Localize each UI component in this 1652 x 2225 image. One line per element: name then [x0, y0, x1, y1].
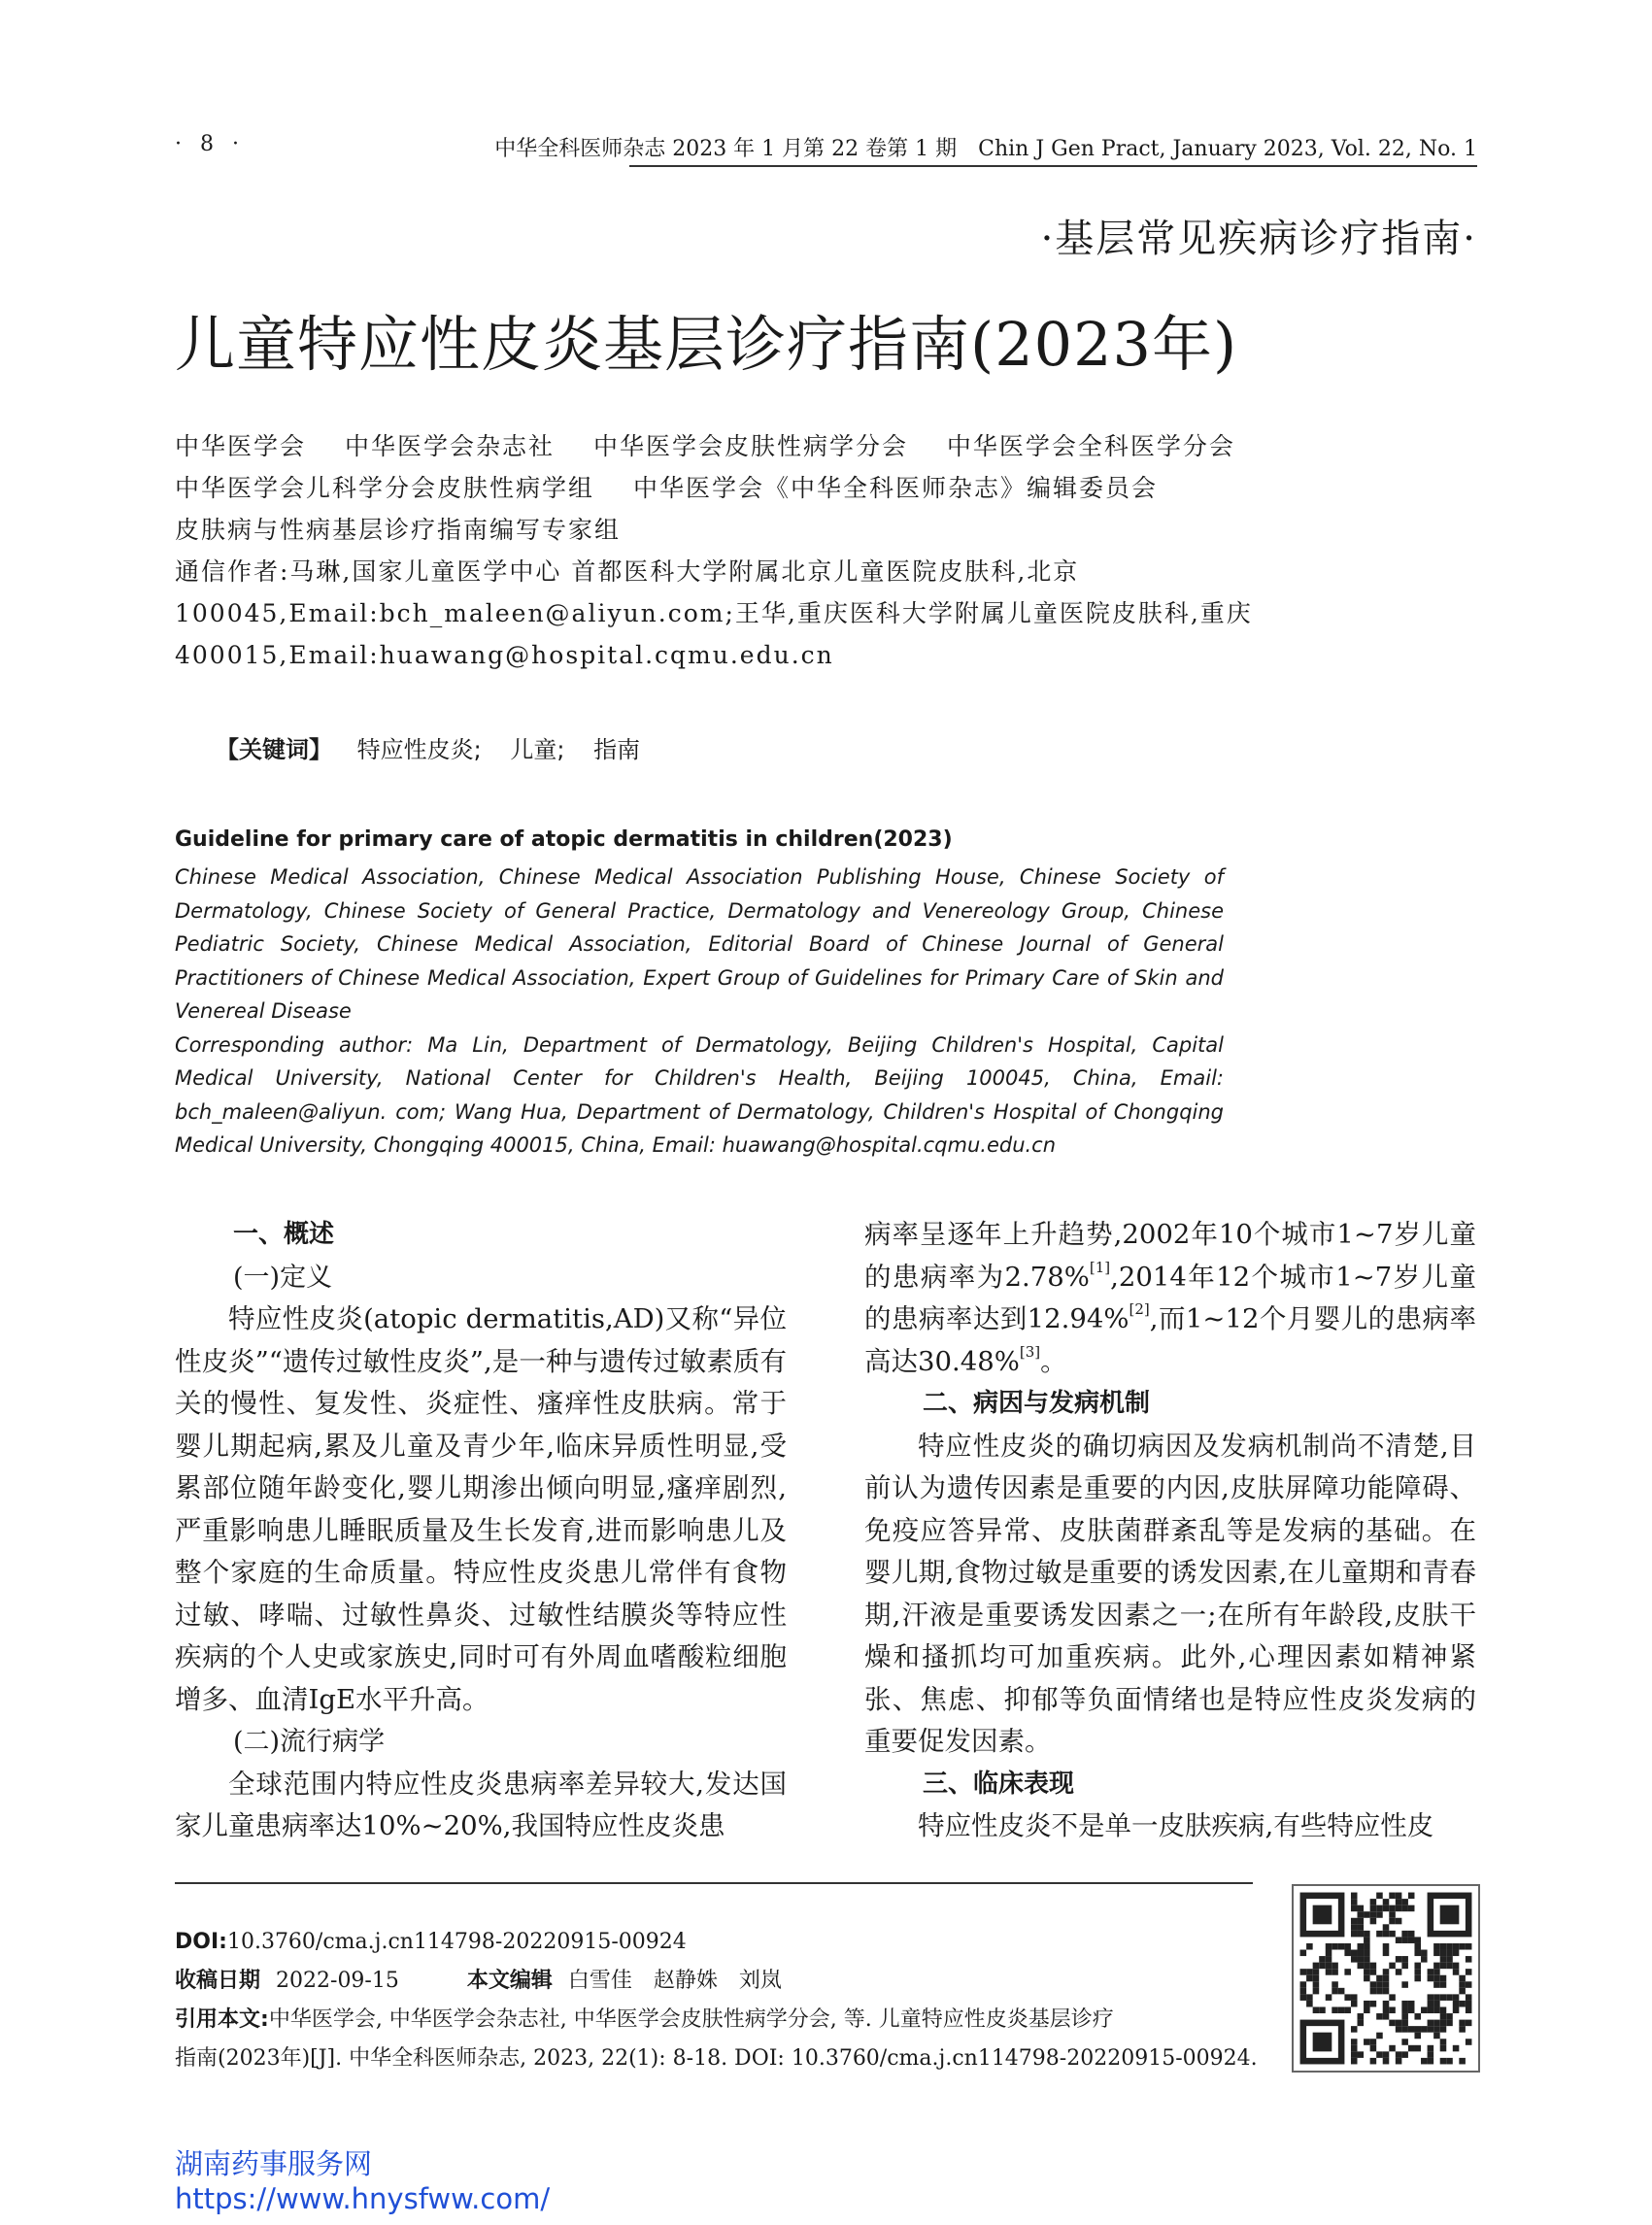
author-line-2	[175, 467, 1224, 509]
body-column-right	[864, 1214, 1476, 1848]
english-line: Medical University, National Center for Children's Health, Beijing 100045, China, Email:	[175, 1066, 1224, 1090]
received-line	[175, 1962, 1272, 2001]
paragraph-clinical: 特应性皮炎不是单一皮肤疾病,有些特应性皮	[918, 1810, 1434, 1841]
watermark	[175, 2146, 550, 2216]
article-footer	[175, 1923, 1272, 2078]
author-org: 中华医学会	[175, 432, 307, 460]
column-tag: ·基层常见疾病诊疗指南·	[1040, 217, 1477, 261]
author-line-1	[175, 425, 1235, 467]
section-heading-clinical: 三、临床表现	[923, 1769, 1075, 1799]
citation-label: 引用本文:	[175, 2007, 269, 2032]
english-line: Corresponding author: Ma Lin, Department of Dermatology, Beijing Children's Hospital, Capital	[175, 1032, 1224, 1057]
author-line-3: 皮肤病与性病基层诊疗指南编写专家组	[175, 516, 622, 544]
doi-value[interactable]: 10.3760/cma.j.cn114798-20220915-00924	[226, 1930, 687, 1954]
paragraph-definition: 特应性皮炎(atopic dermatitis,AD)又称“异位性皮炎”“遗传过敏性皮炎”,是一种与遗传过敏素质有关的慢性、复发性、炎症性、瘙痒性皮肤病。常于婴儿期起病,累及儿童及青少年,临床异质性明显,受累部位随年龄变化,婴儿期渗出倾向明显,瘙痒剧烈,严重影响患儿睡眠质量及生长发育,进而影响患儿及整个家庭的生命质量。特应性皮炎患儿常伴有食物过敏、哮喘、过敏性鼻炎、过敏性结膜炎等特应性疾病的个人史或家族史,同时可有外周血嗜酸粒细胞增多、血清IgE水平升高。	[175, 1303, 787, 1715]
subsection-heading-epidemiology: (二)流行病学	[233, 1727, 386, 1757]
keyword: 指南	[593, 736, 641, 763]
received-label: 收稿日期	[175, 1969, 261, 1993]
paragraph-epidemiology-continued	[864, 1214, 1476, 1383]
corresponding-line-3: 400015,Email:huawang@hospital.cqmu.edu.cn	[175, 641, 834, 669]
paragraph-etiology: 特应性皮炎的确切病因及发病机制尚不清楚,目前认为遗传因素是重要的内因,皮肤屏障功能障碍、免疫应答异常、皮肤菌群紊乱等是发病的基础。在婴儿期,食物过敏是重要的诱发因素,在儿童期和青春期,汗液是重要诱发因素之一;在所有年龄段,皮肤干燥和搔抓均可加重疾病。此外,心理因素如精神紧张、焦虑、抑郁等负面情绪也是特应性皮炎发病的重要促发因素。	[864, 1430, 1476, 1757]
author-org: 中华医学会儿科学分会皮肤性病学组	[175, 474, 595, 502]
reference-marker[interactable]: [2]	[1129, 1300, 1150, 1318]
english-line: Pediatric Society, Chinese Medical Association, Editorial Board of Chinese Journal of General	[175, 932, 1224, 956]
english-line: Practitioners of Chinese Medical Association, Expert Group of Guidelines for Primary Care of Skin and	[175, 965, 1224, 990]
editors: 白雪佳 赵静姝 刘岚	[567, 1969, 782, 1993]
english-line: Venereal Disease	[175, 999, 352, 1023]
section-heading-etiology: 二、病因与发病机制	[923, 1389, 1151, 1418]
header-divider	[629, 165, 1477, 167]
article-title: 儿童特应性皮炎基层诊疗指南(2023年)	[175, 309, 1238, 380]
doi-line	[175, 1923, 1272, 1962]
section-heading-overview: 一、概述	[233, 1220, 335, 1249]
citation-line-1	[175, 2001, 1272, 2040]
keywords	[216, 730, 661, 764]
author-org: 中华医学会全科医学分会	[946, 432, 1235, 460]
text-run: ,而1~12个月婴儿的患病率高达30.48%	[864, 1303, 1476, 1377]
english-title: Guideline for primary care of atopic dermatitis in children(2023)	[175, 827, 953, 852]
reference-marker[interactable]: [3]	[1019, 1342, 1041, 1361]
english-authors	[175, 860, 1224, 1163]
paragraph-epidemiology: 全球范围内特应性皮炎患病率差异较大,发达国家儿童患病率达10%~20%,我国特应性皮炎患	[175, 1768, 787, 1841]
subsection-heading-definition: (一)定义	[233, 1262, 333, 1293]
footer-divider	[175, 1882, 1253, 1884]
citation-line-2: 指南(2023年)[J]. 中华全科医师杂志, 2023, 22(1): 8-18. DOI: 10.3760/cma.j.cn114798-20220915-00924.	[175, 2046, 1258, 2071]
reference-marker[interactable]: [1]	[1089, 1258, 1111, 1276]
watermark-name: 湖南药事服务网	[175, 2147, 373, 2180]
author-org: 中华医学会《中华全科医师杂志》编辑委员会	[632, 474, 1158, 502]
qr-code-icon	[1292, 1884, 1480, 2073]
text-run: ,2014年12个城市1~7岁儿童的患病率达到12.94%	[864, 1261, 1476, 1334]
english-line: Chinese Medical Association, Chinese Medical Association Publishing House, Chinese Society of	[175, 865, 1224, 889]
text-run: 病率呈逐年上升趋势,2002年10个城市1~7岁儿童的患病率为2.78%	[864, 1219, 1476, 1293]
qr-code-graphic	[1294, 1886, 1478, 2071]
keywords-label: 【关键词】	[216, 736, 332, 763]
editor-label: 本文编辑	[466, 1969, 553, 1993]
text-run: 。	[1040, 1345, 1067, 1377]
corresponding-line-1: 通信作者:马琳,国家儿童医学中心 首都医科大学附属北京儿童医院皮肤科,北京	[175, 557, 1080, 586]
keyword: 特应性皮炎;	[356, 736, 482, 763]
citation-text: 中华医学会, 中华医学会杂志社, 中华医学会皮肤性病学分会, 等. 儿童特应性皮炎基层诊疗	[268, 2007, 1114, 2032]
watermark-url[interactable]: https://www.hnysfww.com/	[175, 2182, 551, 2215]
journal-info: 中华全科医师杂志 2023 年 1 月第 22 卷第 1 期 Chin J Gen Pract, January 2023, Vol. 22, No. 1	[494, 137, 1477, 161]
english-line: Dermatology, Chinese Society of General Practice, Dermatology and Venereology Group, Chinese	[175, 898, 1224, 923]
keyword: 儿童;	[510, 736, 565, 763]
author-block	[175, 425, 1253, 676]
corresponding-line-2: 100045,Email:bch_maleen@aliyun.com;王华,重庆医科大学附属儿童医院皮肤科,重庆	[175, 599, 1253, 627]
english-line: Medical University, Chongqing 400015, China, Email: huawang@hospital.cqmu.edu.cn	[175, 1133, 1057, 1157]
english-line: bch_maleen@aliyun. com; Wang Hua, Department of Dermatology, Children's Hospital of Chongqing	[175, 1099, 1224, 1124]
page-number: · 8 ·	[175, 132, 245, 156]
author-org: 中华医学会杂志社	[344, 432, 555, 460]
author-org: 中华医学会皮肤性病学分会	[592, 432, 908, 460]
received-date: 2022-09-15	[276, 1969, 399, 1993]
doi-label: DOI:	[175, 1930, 227, 1954]
body-column-left	[175, 1214, 787, 1848]
